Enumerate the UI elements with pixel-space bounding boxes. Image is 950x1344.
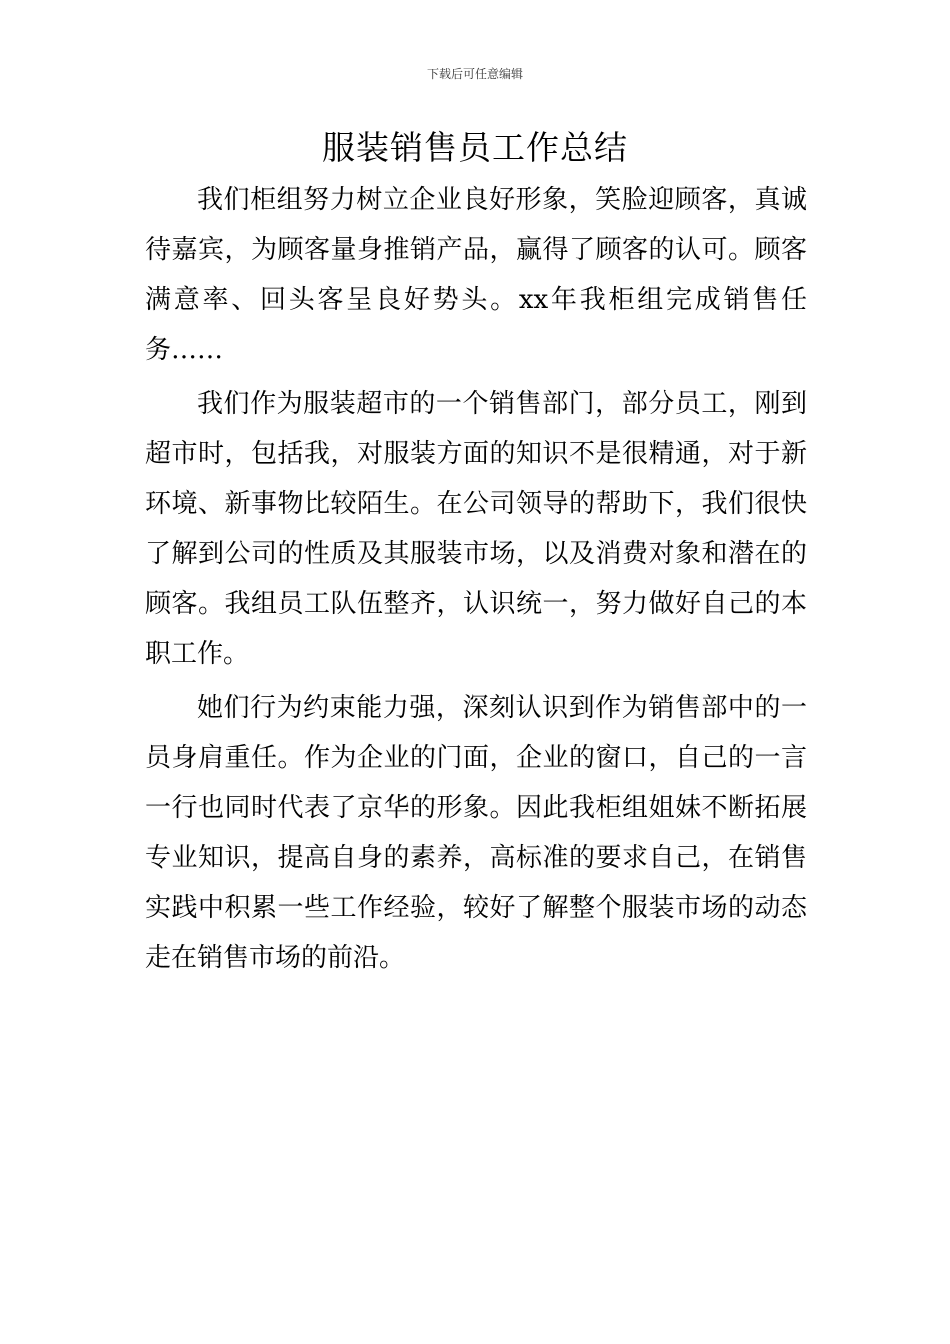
paragraph-3: 她们行为约束能力强，深刻认识到作为销售部中的一员身肩重任。作为企业的门面，企业的窗口，自己的一言一行也同时代表了京华的形象。因此我柜组姐妹不断拓展专业知识，提高自身的素养，高标准的要求自己，在销售实践中积累一些工作经验，较好了解整个服装市场的动态走在销售市场的前沿。 [145,693,807,973]
document-body [145,175,807,987]
paragraph-2: 我们作为服装超市的一个销售部门，部分员工，刚到超市时，包括我，对服装方面的知识不是很精通，对于新环境、新事物比较陌生。在公司领导的帮助下，我们很快了解到公司的性质及其服装市场，以及消费对象和潜在的顾客。我组员工队伍整齐，认识统一，努力做好自己的本职工作。 [145,389,807,669]
header-note: 下载后可任意编辑 [426,67,523,81]
document-title: 服装销售员工作总结 [322,128,628,167]
paragraph-1: 我们柜组努力树立企业良好形象，笑脸迎顾客，真诚待嘉宾，为顾客量身推销产品，赢得了顾客的认可。顾客满意率、回头客呈良好势头。xx年我柜组完成销售任务…… [145,185,807,365]
